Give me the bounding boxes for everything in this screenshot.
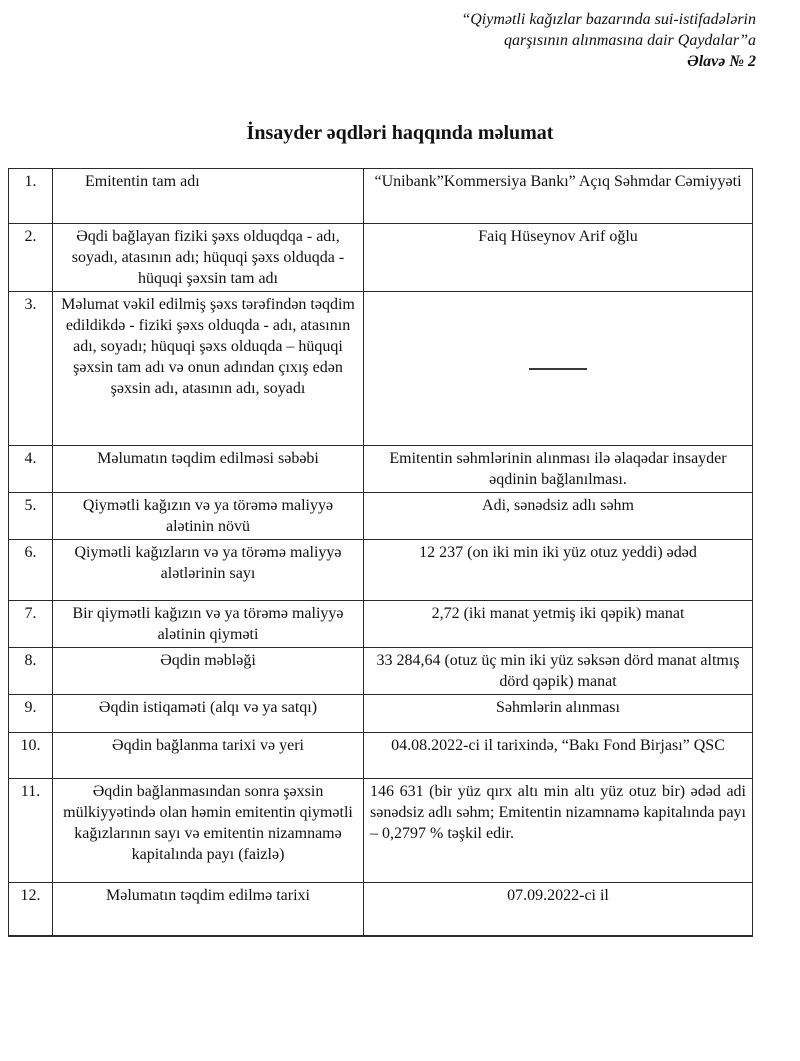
- page-title: İnsayder əqdləri haqqında məlumat: [246, 122, 554, 144]
- row-label-cell: Əqdi bağlayan fiziki şəxs olduqdqa - adı, soyadı, atasının adı; hüquqi şəxs olduqda - hüquqi şəxsin tam adı: [53, 224, 364, 292]
- row-label-cell: Emitentin tam adı: [53, 169, 364, 224]
- table-row: [9, 224, 753, 292]
- table-row: [9, 540, 753, 601]
- row-value-cell: 33 284,64 (otuz üç min iki yüz səksən dörd manat altmış dörd qəpik) manat: [364, 648, 753, 695]
- row-value-cell: Faiq Hüseynov Arif oğlu: [364, 224, 753, 292]
- row-number-cell: 11.: [9, 779, 53, 883]
- row-number-cell: 3.: [9, 292, 53, 446]
- row-value-cell: Emitentin səhmlərinin alınması ilə əlaqədar insayder əqdinin bağlanılması.: [364, 446, 753, 493]
- row-number-cell: 10.: [9, 733, 53, 779]
- row-number-cell: 12.: [9, 883, 53, 936]
- table-row: [9, 733, 753, 779]
- row-value-cell: 07.09.2022-ci il: [364, 883, 753, 936]
- row-value-cell: 2,72 (iki manat yetmiş iki qəpik) manat: [364, 601, 753, 648]
- table-row: [9, 601, 753, 648]
- table-row: [9, 883, 753, 936]
- row-value-cell: 04.08.2022-ci il tarixində, “Bakı Fond Birjası” QSC: [364, 733, 753, 779]
- table-row: [9, 292, 753, 446]
- regulation-reference-note: [0, 0, 756, 72]
- row-label-cell: Məlumat vəkil edilmiş şəxs tərəfindən təqdim edildikdə - fiziki şəxs olduqda - adı, atasının adı, soyadı; hüquqi şəxs olduqda – hüquqi şəxsin tam adı və onun adından çıxış edən şəxsin adı, atasının adı, soyadı: [53, 292, 364, 446]
- table-row: [9, 169, 753, 224]
- row-number-cell: 7.: [9, 601, 53, 648]
- row-number-cell: 1.: [9, 169, 53, 224]
- appendix-number: Əlavə № 2: [687, 53, 756, 70]
- row-label-cell: Əqdin istiqaməti (alqı və ya satqı): [53, 695, 364, 733]
- row-label-cell: Əqdin bağlanma tarixi və yeri: [53, 733, 364, 779]
- table-row: [9, 779, 753, 883]
- table-row: [9, 493, 753, 540]
- row-number-cell: 9.: [9, 695, 53, 733]
- regulation-reference-line-2: qarşısının alınmasına dair Qaydalar”a: [503, 32, 756, 49]
- row-value-cell: “Unibank”Kommersiya Bankı” Açıq Səhmdar Cəmiyyəti: [364, 169, 753, 224]
- row-label-cell: Məlumatın təqdim edilməsi səbəbi: [53, 446, 364, 493]
- table-row: [9, 648, 753, 695]
- row-label-cell: Əqdin bağlanmasından sonra şəxsin mülkiyyətində olan həmin emitentin qiymətli kağızlarının sayı və emitentin nizamnamə kapitalında payı (faizlə): [53, 779, 364, 883]
- row-value-cell: 146 631 (bir yüz qırx altı min altı yüz otuz bir) ədəd adi sənədsiz adlı səhm; Emitentin nizamnamə kapitalında payı – 0,2797 % təşkil edir.: [364, 779, 753, 883]
- row-number-cell: 8.: [9, 648, 53, 695]
- empty-value-dash: [529, 368, 587, 370]
- row-value-cell: Adi, sənədsiz adlı səhm: [364, 493, 753, 540]
- row-label-cell: Qiymətli kağızın və ya törəmə maliyyə alətinin növü: [53, 493, 364, 540]
- table-row: [9, 446, 753, 493]
- row-value-cell: Səhmlərin alınması: [364, 695, 753, 733]
- row-number-cell: 6.: [9, 540, 53, 601]
- row-label-cell: Bir qiymətli kağızın və ya törəmə maliyyə alətinin qiyməti: [53, 601, 364, 648]
- row-value-cell: [364, 292, 753, 446]
- row-label-cell: Əqdin məbləği: [53, 648, 364, 695]
- table-row: [9, 695, 753, 733]
- row-number-cell: 2.: [9, 224, 53, 292]
- row-value-cell: 12 237 (on iki min iki yüz otuz yeddi) ədəd: [364, 540, 753, 601]
- row-label-cell: Məlumatın təqdim edilmə tarixi: [53, 883, 364, 936]
- regulation-reference-line-1: “Qiymətli kağızlar bazarında sui-istifadələrin: [461, 11, 756, 28]
- row-number-cell: 4.: [9, 446, 53, 493]
- row-number-cell: 5.: [9, 493, 53, 540]
- insider-deal-info-table: [8, 168, 753, 937]
- row-label-cell: Qiymətli kağızların və ya törəmə maliyyə alətlərinin sayı: [53, 540, 364, 601]
